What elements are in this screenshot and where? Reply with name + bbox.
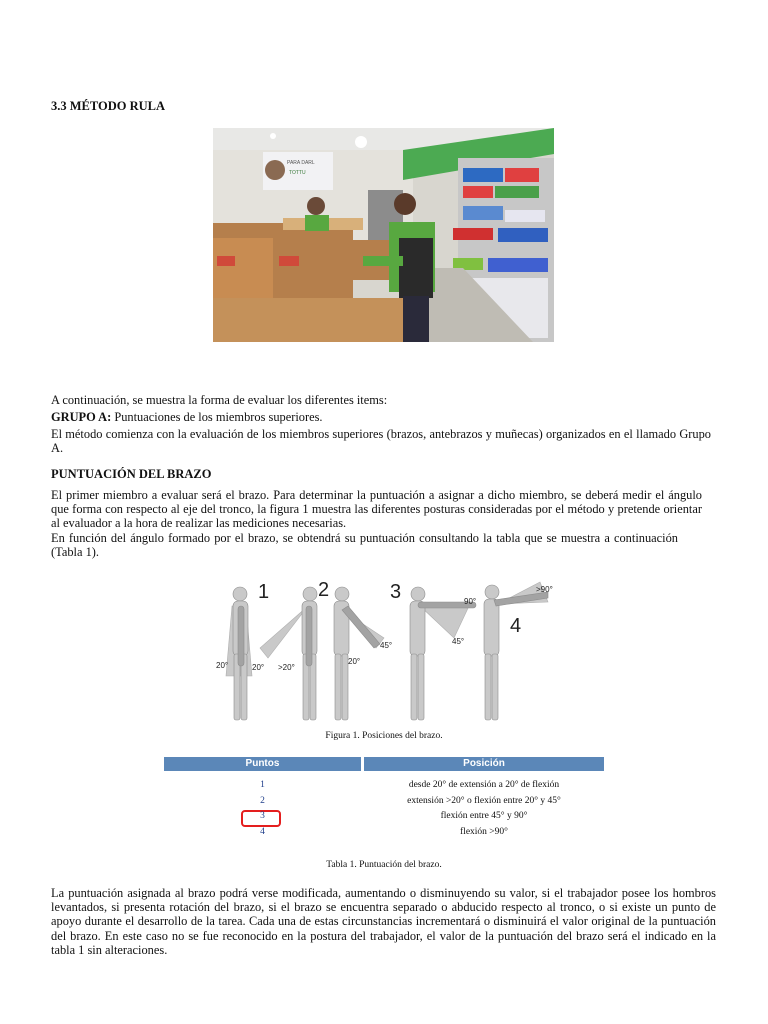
group-a-text: Puntuaciones de los miembros superiores. (111, 410, 323, 424)
figure-caption: Figura 1. Posiciones del brazo. (325, 731, 443, 741)
angle-label-1: 20° (216, 661, 229, 670)
points-cell: 1 (260, 780, 265, 790)
group-a-label: GRUPO A: (51, 410, 112, 424)
arm-score-paragraph-1: El primer miembro a evaluar será el brazo. Para determinar la puntuación a asignar a dicho miembro, se deberá medir el ángulo que forma con respecto al eje del tronco, la figura 1 muestra las diferentes posturas consideradas por el método y pretende orientar al evaluador a la hora de realizar las mediciones necesarias. (51, 488, 702, 531)
table-row (164, 794, 604, 810)
points-cell: 3 (260, 811, 265, 821)
svg-text:PARA DARL: PARA DARL (287, 160, 315, 166)
table-header-position: Posición (364, 757, 604, 771)
figure-number-3: 3 (390, 581, 402, 603)
svg-text:TOTTU: TOTTU (289, 170, 306, 176)
angle-label-7: 45° (452, 637, 465, 646)
section-title: 3.3 MÉTODO RULA (51, 99, 166, 113)
arm-positions-illustration (208, 576, 560, 728)
table-header-points: Puntos (164, 757, 361, 771)
table-row-highlighted (164, 809, 604, 825)
arm-positions-figure (208, 576, 560, 728)
table-header (164, 757, 604, 771)
table-caption: Tabla 1. Puntuación del brazo. (326, 860, 442, 870)
angle-label-4: 20° (348, 657, 361, 666)
position-cell: extensión >20° o flexión entre 20° y 45° (407, 795, 561, 806)
position-cell: desde 20° de extensión a 20° de flexión (408, 780, 560, 790)
angle-label-2: 20° (252, 663, 265, 672)
angle-zone-3 (420, 604, 470, 638)
angle-label-8: >90° (536, 585, 553, 594)
figure-number-2: 2 (318, 579, 330, 601)
closing-paragraph: La puntuación asignada al brazo podrá verse modificada, aumentando o disminuyendo su valor, si el trabajador posee los hombros levantados, si presenta rotación del brazo, si el brazo se encuentra separado o abducido respecto al tronco, o si existe un punto de apoyo durante el desarrollo de la tarea. Cada una de estas circunstancias incrementará o disminuirá el valor original de la puntuación del brazo. En este caso no se fue reconocido en la postura del trabajador, el valor de la puntuación del brazo será el indicado en la tabla 1 sin alteraciones. (51, 886, 716, 957)
table-row (164, 778, 604, 794)
angle-label-5: 45° (380, 641, 393, 650)
angle-label-6: 90° (464, 597, 477, 606)
position-cell: flexión entre 45° y 90° (440, 811, 528, 821)
angle-zone-2a (260, 606, 308, 658)
worker-photo (213, 128, 554, 342)
angle-label-3: >20° (278, 663, 295, 672)
points-cell: 4 (260, 826, 265, 837)
figure-number-4: 4 (510, 615, 522, 637)
arm-score-heading: PUNTUACIÓN DEL BRAZO (51, 467, 212, 481)
method-intro-paragraph: El método comienza con la evaluación de los miembros superiores (brazos, antebrazos y muñecas) organizados en el llamado Grupo A. (51, 427, 711, 456)
group-a-line (51, 410, 711, 424)
arm-score-paragraph-2: En función del ángulo formado por el brazo, se obtendrá su puntuación consultando la tabla que se muestra a continuación (Tabla 1). (51, 531, 678, 560)
store-photo-illustration (213, 128, 554, 342)
table-row (164, 825, 604, 841)
points-cell: 2 (260, 795, 265, 806)
figure-number-1: 1 (258, 581, 270, 603)
position-cell: flexión >90° (460, 826, 508, 837)
arm-score-table (164, 757, 604, 840)
intro-line: A continuación, se muestra la forma de evaluar los diferentes items: (51, 393, 388, 407)
